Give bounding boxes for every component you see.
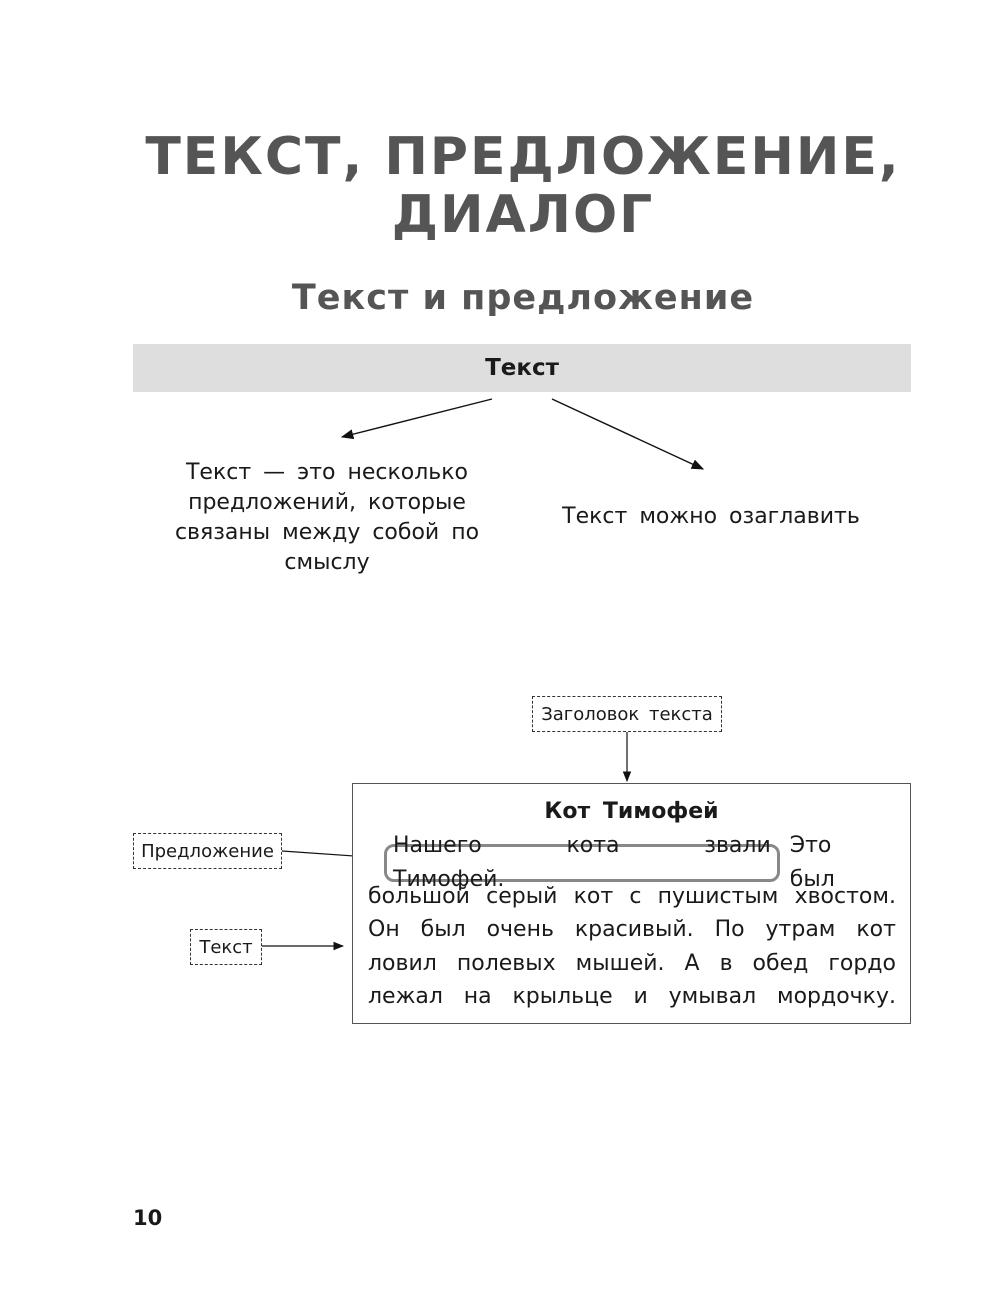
story-word: и (633, 984, 648, 1009)
story-word: По (714, 917, 745, 942)
story-word: серый (486, 883, 558, 909)
story-word: крыльце (512, 984, 613, 1009)
page-title-line-2: ДИАЛОГ (391, 185, 655, 245)
story-word: мордочку. (776, 984, 896, 1009)
story-word: пушистым (657, 883, 779, 909)
story-word: утрам (765, 917, 836, 942)
story-word: гордо (828, 950, 896, 976)
label-text: Текст (190, 929, 262, 965)
story-line-4 (368, 947, 896, 981)
page-title-line-1: ТЕКСТ, ПРЕДЛОЖЕНИЕ, (145, 127, 901, 187)
story-word: Он (368, 917, 400, 942)
story-body (368, 832, 896, 1014)
story-title: Кот Тимофей (544, 799, 719, 824)
story-word: А (684, 950, 700, 976)
story-word: большой (368, 883, 470, 909)
label-heading-of-text: Заголовок текста (532, 696, 722, 732)
story-word: кот (856, 917, 896, 942)
story-word: очень (486, 917, 554, 942)
highlighted-sentence: Нашего кота звали Тимофей. (384, 844, 780, 882)
page-number: 10 (133, 1206, 163, 1230)
arrow-to-definition (342, 399, 492, 437)
story-word: в (719, 950, 733, 976)
text-concept-label: Текст (485, 355, 559, 381)
story-word: ловил (368, 950, 437, 976)
arrow-to-can-title (552, 399, 703, 469)
text-can-be-titled: Текст можно озаглавить (562, 504, 860, 529)
story-word: лежал (368, 984, 443, 1009)
story-line-5 (368, 980, 896, 1014)
story-word: красивый. (574, 917, 694, 942)
story-word: обед (752, 950, 809, 976)
label-sentence: Предложение (133, 833, 282, 869)
text-definition: Текст — это несколько предложений, которые связаны между собой по смыслу (174, 460, 480, 575)
story-word: умывал (668, 984, 757, 1009)
story-line-3 (368, 913, 896, 947)
story-word: полевых (456, 950, 556, 976)
page-title (0, 128, 1000, 244)
story-line-2 (368, 880, 896, 914)
story-word: был (420, 917, 466, 942)
story-line-1-rest: Это был (789, 833, 835, 892)
text-concept-band (133, 344, 911, 392)
story-word: кот (573, 883, 614, 909)
story-box (352, 783, 911, 1024)
story-line-1 (353, 832, 896, 892)
section-subtitle: Текст и предложение (291, 278, 755, 318)
story-word: с (629, 883, 642, 909)
story-word: мышей. (575, 950, 665, 976)
story-word: на (463, 984, 492, 1009)
story-word: хвостом. (794, 883, 896, 909)
